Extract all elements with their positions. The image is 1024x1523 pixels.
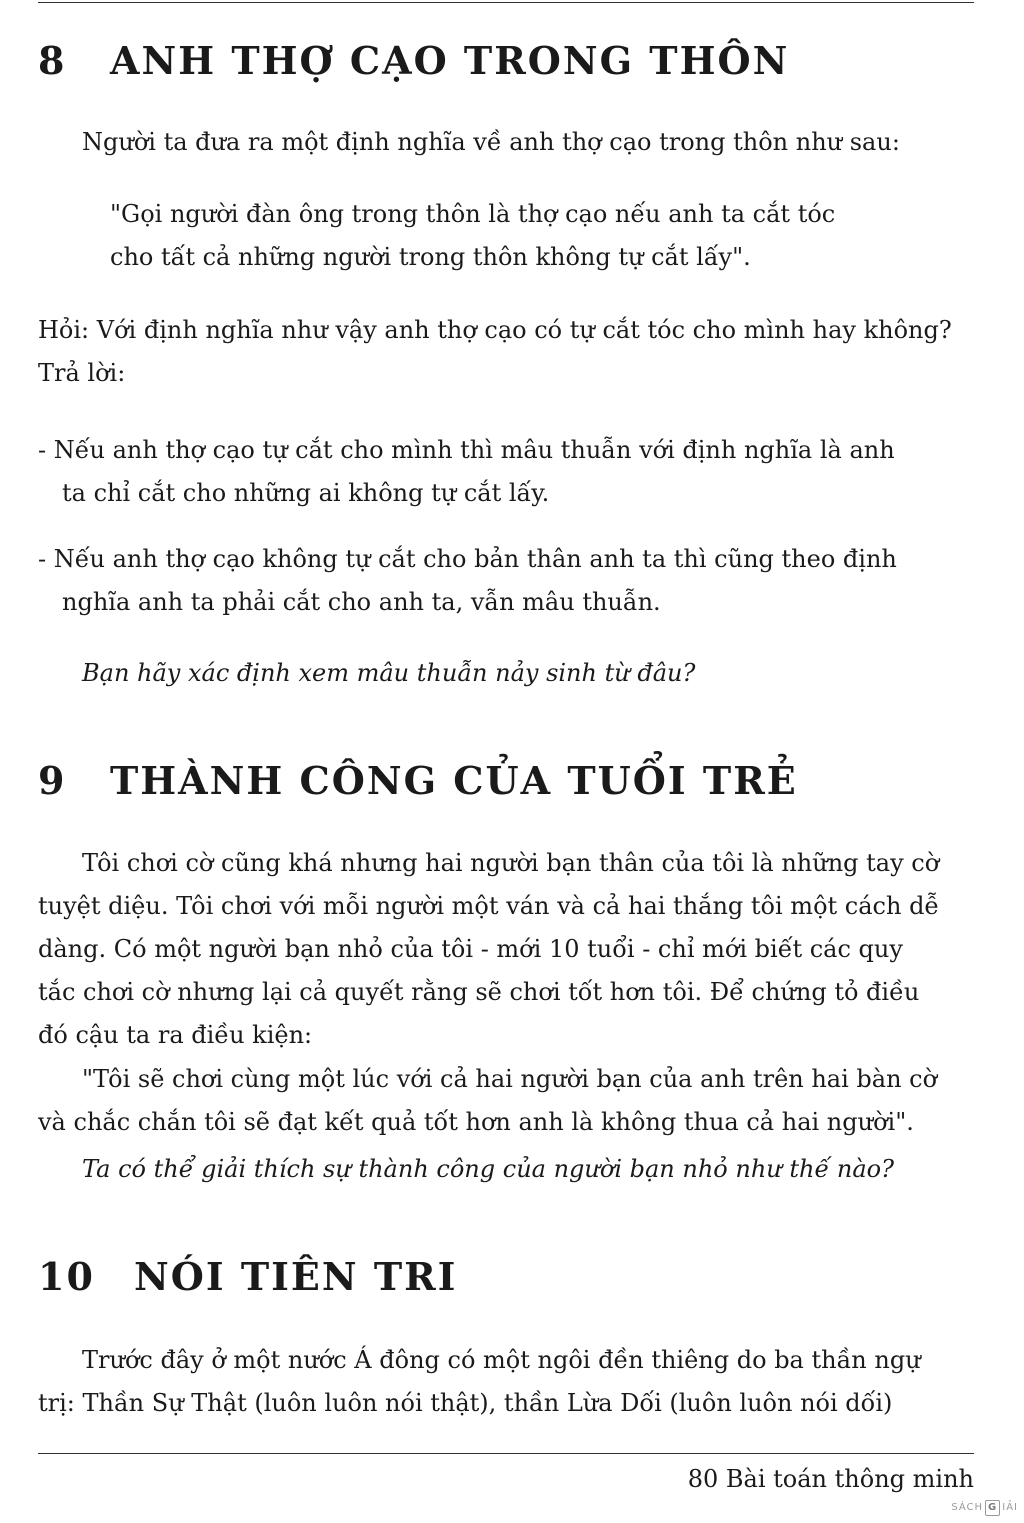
text-line: trị: Thần Sự Thật (luôn luôn nói thật), thần Lừa Dối (luôn luôn nói dối) <box>38 1389 893 1417</box>
watermark-logo <box>951 1500 1018 1516</box>
text-line: Tôi chơi cờ cũng khá nhưng hai người bạn thân của tôi là những tay cờ <box>82 849 940 877</box>
watermark-mark: G <box>985 1500 1000 1516</box>
text-line: nghĩa anh ta phải cắt cho anh ta, vẫn mâu thuẫn. <box>62 588 661 616</box>
text-line: "Gọi người đàn ông trong thôn là thợ cạo nếu anh ta cắt tóc <box>110 200 836 228</box>
text-line: tắc chơi cờ nhưng lại cả quyết rằng sẽ chơi tốt hơn tôi. Để chứng tỏ điều <box>38 978 920 1006</box>
section-8-bullet-1 <box>38 429 895 515</box>
text-line: Hỏi: Với định nghĩa như vậy anh thợ cạo có tự cắt tóc cho mình hay không? <box>38 316 952 344</box>
bottom-rule <box>38 1453 974 1454</box>
text-line: Bạn hãy xác định xem mâu thuẫn nảy sinh từ đâu? <box>82 659 696 687</box>
text-line: "Tôi sẽ chơi cùng một lúc với cả hai người bạn của anh trên hai bàn cờ <box>82 1065 938 1093</box>
text-line: Người ta đưa ra một định nghĩa về anh thợ cạo trong thôn như sau: <box>82 128 900 156</box>
text-line: Trả lời: <box>38 359 126 387</box>
top-rule <box>38 2 974 3</box>
section-number: 10 <box>38 1254 95 1299</box>
section-number: 8 <box>38 38 67 83</box>
section-9-paragraph <box>38 842 939 1057</box>
section-title: ANH THỢ CẠO TRONG THÔN <box>110 38 790 83</box>
text-line: - Nếu anh thợ cạo không tự cắt cho bản thân anh ta thì cũng theo định <box>38 545 897 573</box>
section-8-closing <box>82 652 695 695</box>
text-line: tuyệt diệu. Tôi chơi với mỗi người một ván và cả hai thắng tôi một cách dễ <box>38 892 940 920</box>
text-line: cho tất cả những người trong thôn không tự cắt lấy". <box>110 243 751 271</box>
text-line: Trước đây ở một nước Á đông có một ngôi đền thiêng do ba thần ngự <box>82 1346 921 1374</box>
text-line: đó cậu ta ra điều kiện: <box>38 1021 313 1049</box>
section-9-heading <box>38 758 798 803</box>
section-9-quote <box>38 1058 937 1144</box>
section-8-quote <box>110 193 835 279</box>
text-line: ta chỉ cắt cho những ai không tự cắt lấy. <box>62 479 550 507</box>
section-title: NÓI TIÊN TRI <box>134 1254 458 1299</box>
text-line: - Nếu anh thợ cạo tự cắt cho mình thì mâu thuẫn với định nghĩa là anh <box>38 436 895 464</box>
section-9-closing <box>82 1148 894 1191</box>
section-8-heading <box>38 38 790 83</box>
section-8-intro <box>82 121 900 164</box>
section-number: 9 <box>38 758 67 803</box>
watermark-text: IẢI <box>1002 1502 1018 1513</box>
section-title: THÀNH CÔNG CỦA TUỔI TRẺ <box>110 758 798 803</box>
watermark-text: SÁCH <box>951 1502 984 1513</box>
section-10-paragraph <box>38 1339 921 1425</box>
text-line: dàng. Có một người bạn nhỏ của tôi - mới 10 tuổi - chỉ mới biết các quy <box>38 935 903 963</box>
section-8-question <box>38 309 952 395</box>
section-8-bullet-2 <box>38 538 897 624</box>
text-line: và chắc chắn tôi sẽ đạt kết quả tốt hơn anh là không thua cả hai người". <box>38 1108 914 1136</box>
text-line: Ta có thể giải thích sự thành công của người bạn nhỏ như thế nào? <box>82 1155 894 1183</box>
section-10-heading <box>38 1254 458 1299</box>
page-footer: 80 Bài toán thông minh <box>687 1465 974 1493</box>
